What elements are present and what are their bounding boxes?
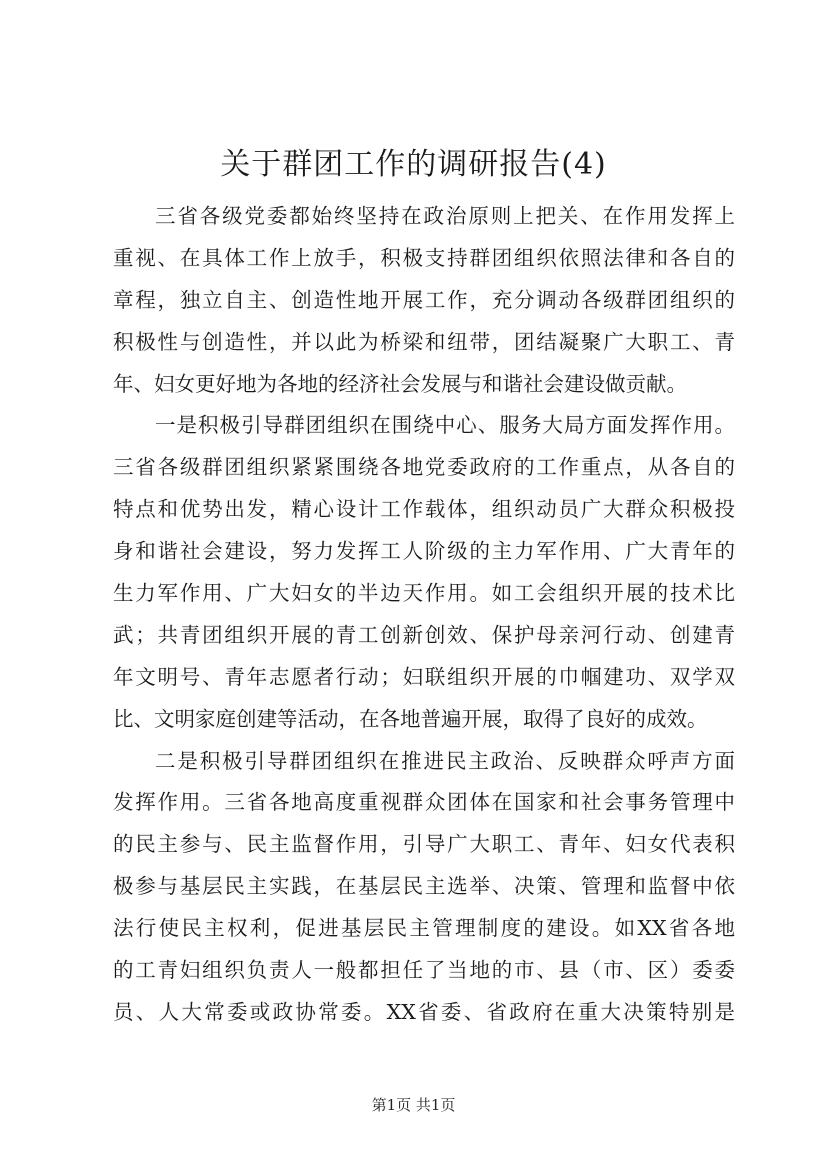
text-line: 的工青妇组织负责人一般都担任了当地的市、县（市、区）委委: [113, 958, 735, 983]
text-line: 武；共青团组织开展的青工创新创效、保护母亲河行动、创建青: [113, 622, 735, 647]
text-line: 年文明号、青年志愿者行动；妇联组织开展的巾帼建功、双学双: [113, 664, 735, 689]
text-line: 极参与基层民主实践，在基层民主选举、决策、管理和监督中依: [113, 874, 735, 899]
text-line: 年、妇女更好地为各地的经济社会发展与和谐社会建设做贡献。: [113, 371, 687, 396]
text-line: 生力军作用、广大妇女的半边天作用。如工会组织开展的技术比: [113, 581, 735, 606]
text-line: 积极性与创造性，并以此为桥梁和纽带，团结凝聚广大职工、青: [113, 329, 735, 354]
text-line: 身和谐社会建设，努力发挥工人阶级的主力军作用、广大青年的: [113, 539, 735, 564]
page-number-footer: 第1页 共1页: [371, 1096, 456, 1114]
text-line: 三省各级群团组织紧紧围绕各地党委政府的工作重点，从各自的: [113, 455, 735, 480]
text-line: 比、文明家庭创建等活动，在各地普遍开展，取得了良好的成效。: [113, 706, 708, 731]
text-line: 一是积极引导群团组织在围绕中心、服务大局方面发挥作用。: [155, 413, 735, 438]
text-line: 发挥作用。三省各地高度重视群众团体在国家和社会事务管理中: [113, 790, 735, 815]
document-body: [113, 196, 735, 1034]
text-line: 法行使民主权利，促进基层民主管理制度的建设。如XX省各地: [113, 916, 735, 941]
text-line: 员、人大常委或政协常委。XX省委、省政府在重大决策特别是: [113, 999, 735, 1024]
text-line: 重视、在具体工作上放手，积极支持群团组织依照法律和各自的: [113, 245, 735, 270]
text-line: 特点和优势出发，精心设计工作载体，组织动员广大群众积极投: [113, 497, 735, 522]
text-line: 的民主参与、民主监督作用，引导广大职工、青年、妇女代表积: [113, 832, 735, 857]
document-title: 关于群团工作的调研报告(4): [220, 147, 607, 182]
text-line: 三省各级党委都始终坚持在政治原则上把关、在作用发挥上: [155, 204, 735, 228]
text-line: 章程，独立自主、创造性地开展工作，充分调动各级群团组织的: [113, 287, 735, 312]
text-line: 二是积极引导群团组织在推进民主政治、反映群众呼声方面: [155, 748, 735, 773]
